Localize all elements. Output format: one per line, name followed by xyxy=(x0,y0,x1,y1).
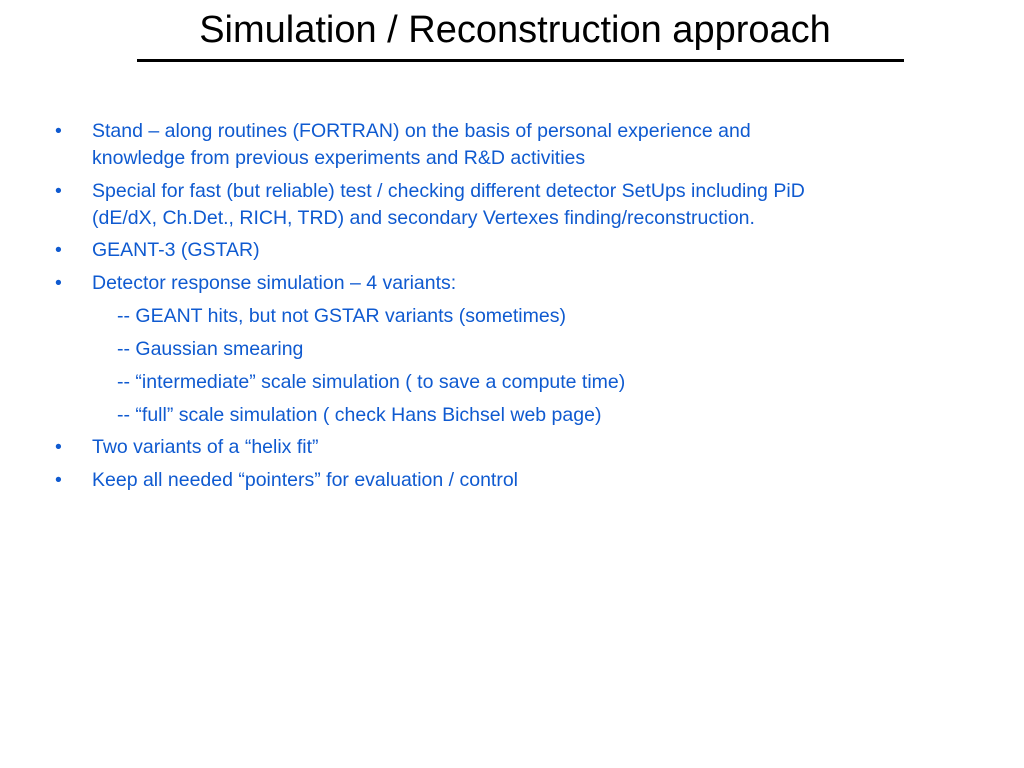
bullet-marker: • xyxy=(55,272,62,294)
bullet-5-line-1: Two variants of a “helix fit” xyxy=(92,436,319,458)
bullet-1-line-2: knowledge from previous experiments and R&D activities xyxy=(92,147,586,169)
bullet-4-line-1: Detector response simulation – 4 variants: xyxy=(92,272,457,294)
bullet-marker: • xyxy=(55,239,62,261)
bullet-marker: • xyxy=(55,120,62,142)
sub-item-2: -- Gaussian smearing xyxy=(117,338,304,360)
bullet-3-line-1: GEANT-3 (GSTAR) xyxy=(92,239,260,261)
sub-item-1: -- GEANT hits, but not GSTAR variants (sometimes) xyxy=(117,305,566,327)
bullet-1-line-1: Stand – along routines (FORTRAN) on the basis of personal experience and xyxy=(92,120,751,142)
bullet-6-line-1: Keep all needed “pointers” for evaluation / control xyxy=(92,469,519,491)
slide-title: Simulation / Reconstruction approach xyxy=(199,9,831,51)
bullet-marker: • xyxy=(55,180,62,202)
bullet-2-line-1: Special for fast (but reliable) test / checking different detector SetUps including PiD xyxy=(92,180,805,202)
bullet-marker: • xyxy=(55,436,62,458)
bullet-2-line-2: (dE/dX, Ch.Det., RICH, TRD) and secondary Vertexes finding/reconstruction. xyxy=(92,207,755,229)
sub-item-3: -- “intermediate” scale simulation ( to save a compute time) xyxy=(117,371,626,393)
bullet-marker: • xyxy=(55,469,62,491)
sub-item-4: -- “full” scale simulation ( check Hans Bichsel web page) xyxy=(117,404,602,426)
